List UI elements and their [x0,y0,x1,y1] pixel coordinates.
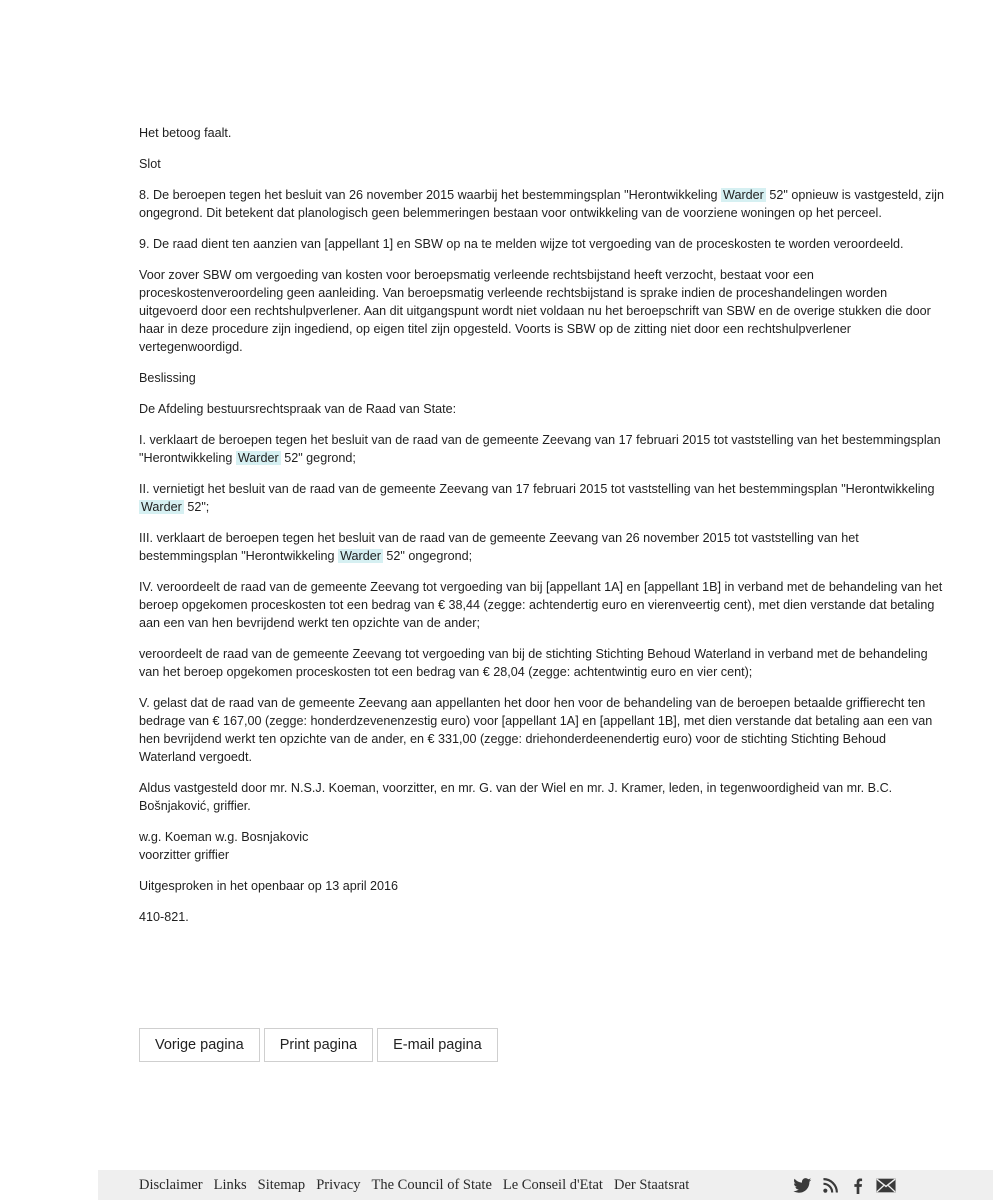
section-heading-beslissing: Beslissing [139,371,196,385]
footer-links [139,1177,689,1194]
footer-link-sitemap[interactable]: Sitemap [257,1177,306,1193]
footer-link-conseil-detat[interactable]: Le Conseil d'Etat [502,1177,603,1193]
footer-link-privacy[interactable]: Privacy [316,1177,361,1193]
section-heading-slot: Slot [139,157,161,171]
paragraph: Het betoog faalt. [139,126,232,140]
case-number: 410-821. [139,910,189,924]
paragraph: Voor zover SBW om vergoeding van kosten voor beroepsmatig verleende rechtsbijstand heeft verzocht, bestaat voor een proceskostenveroordeling geen aanleiding. Van beroepsmatig verleende rechtsbijstand is sprake indien de proceshandelingen worden uitgevoerd door een rechtshulpverlener. Aan dit uitgangspunt wordt niet voldaan nu het beroepschrift van SBW en de overige stukken die door haar in deze procedure zijn ingediend, op eigen titel zijn opgesteld. Voorts is SBW op de zitting niet door een rechtshulpverlener vertegenwoordigd. [139,268,931,354]
mail-icon[interactable] [876,1177,896,1194]
rss-icon[interactable] [820,1177,840,1194]
search-highlight: Warder [340,549,381,563]
search-highlight: Warder [237,451,279,465]
search-highlight: Warder [141,500,182,514]
signature-block [139,828,944,864]
paragraph: De Afdeling bestuursrechtspraak van de Raad van State: [139,402,457,416]
signature-names: w.g. Koeman w.g. Bosnjakovic [139,830,309,844]
twitter-icon[interactable] [792,1177,812,1194]
footer-link-links[interactable]: Links [213,1177,247,1193]
paragraph: V. gelast dat de raad van de gemeente Zeevang aan appellanten het door hen voor de behandeling van de beroepen betaalde griffierecht ten bedrage van € 167,00 (zegge: honderdzevenenzestig euro) voor [appellant 1A] en [appellant 1B], met dien verstande dat betaling aan een van hen bevrijdend werkt ten opzichte van de ander, en € 331,00 (zegge: driehonderdeenendertig euro) voor de stichting Stichting Behoud Waterland vergoedt. [139,696,933,764]
paragraph: Aldus vastgesteld door mr. N.S.J. Koeman, voorzitter, en mr. G. van der Wiel en mr. J. Kramer, leden, in tegenwoordigheid van mr. B.C. Bošnjaković, griffier. [139,781,893,813]
paragraph: III. verklaart de beroepen tegen het besluit van de raad van de gemeente Zeevang van 26 november 2015 tot vaststelling van het bestemmingsplan "Herontwikkeling Warder 52" ongegrond; [139,531,859,563]
facebook-icon[interactable] [848,1177,868,1194]
document-body [139,124,944,939]
previous-page-button[interactable]: Vorige pagina [139,1028,260,1062]
paragraph: 8. De beroepen tegen het besluit van 26 november 2015 waarbij het bestemmingsplan "Herontwikkeling Warder 52" opnieuw is vastgesteld, zijn ongegrond. Dit betekent dat planologisch geen belemmeringen bestaan voor ontwikkeling van de voorziene woningen op het perceel. [139,188,944,220]
paragraph: 9. De raad dient ten aanzien van [appellant 1] en SBW op na te melden wijze tot vergoeding van de proceskosten te worden veroordeeld. [139,237,904,251]
paragraph: I. verklaart de beroepen tegen het besluit van de raad van de gemeente Zeevang van 17 februari 2015 tot vaststelling van het bestemmingsplan "Herontwikkeling Warder 52" gegrond; [139,433,941,465]
print-page-button[interactable]: Print pagina [264,1028,373,1062]
footer-link-disclaimer[interactable]: Disclaimer [139,1177,203,1193]
signature-roles: voorzitter griffier [139,848,230,862]
paragraph: II. vernietigt het besluit van de raad van de gemeente Zeevang van 17 februari 2015 tot vaststelling van het bestemmingsplan "Herontwikkeling Warder 52"; [139,482,935,514]
paragraph: veroordeelt de raad van de gemeente Zeevang tot vergoeding van bij de stichting Stichting Behoud Waterland in verband met de behandeling van het beroep opgekomen proceskosten tot een bedrag van € 28,04 (zegge: achtentwintig euro en vier cent); [139,647,928,679]
paragraph: IV. veroordeelt de raad van de gemeente Zeevang tot vergoeding van bij [appellant 1A] en [appellant 1B] in verband met de behandeling van het beroep opgekomen proceskosten tot een bedrag van € 38,44 (zegge: achtendertig euro en vierenveertig cent), met dien verstande dat betaling aan een van hen bevrijdend werkt ten opzichte van de ander; [139,580,943,630]
search-highlight: Warder [723,188,764,202]
footer-link-council-of-state[interactable]: The Council of State [371,1177,492,1193]
email-page-button[interactable]: E-mail pagina [377,1028,498,1062]
footer-link-staatsrat[interactable]: Der Staatsrat [613,1177,690,1193]
social-icons [792,1177,896,1194]
page-actions [139,1028,498,1062]
paragraph: Uitgesproken in het openbaar op 13 april 2016 [139,879,399,893]
footer [98,1170,993,1200]
